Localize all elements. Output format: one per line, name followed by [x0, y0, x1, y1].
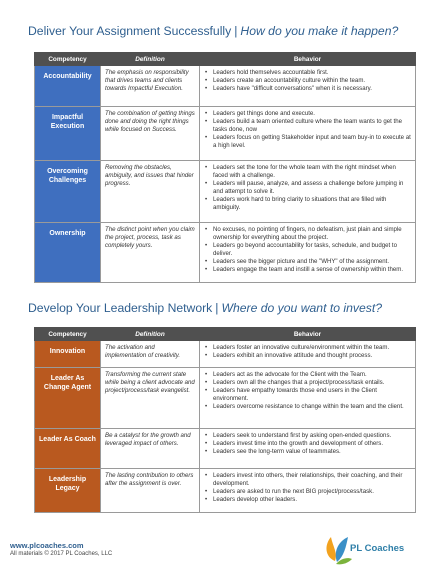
definition-cell: Removing the obstacles, ambiguity, and issues that hinder progress.	[101, 161, 200, 223]
competency-cell: Impactful Execution	[35, 107, 101, 161]
section-2-heading: Develop Your Leadership Network	[28, 301, 213, 315]
table-row	[35, 469, 416, 513]
section-1-separator: |	[234, 24, 238, 38]
behavior-item: • Leaders set the tone for the whole team with the right mindset when faced with a challenge.	[204, 164, 411, 180]
table-row	[35, 161, 416, 223]
behavior-item: • Leaders seek to understand first by asking open-ended questions.	[204, 432, 411, 440]
definition-cell: The distinct point when you claim the project, process, task as completely yours.	[101, 223, 200, 283]
table-row	[35, 66, 416, 107]
definition-cell: Be a catalyst for the growth and leveraged impact of others.	[101, 429, 200, 469]
footer-website-link[interactable]: www.plcoaches.com	[10, 541, 84, 550]
behavior-item: • No excuses, no pointing of fingers, no defeatism, just plain and simple ownership for everything about the project.	[204, 226, 411, 242]
table-row	[35, 429, 416, 469]
behavior-cell	[200, 341, 416, 368]
section-1-heading: Deliver Your Assignment Successfully	[28, 24, 232, 38]
section-2-separator: |	[215, 301, 219, 315]
behavior-item: • Leaders see the bigger picture and the "WHY" of the assignment.	[204, 258, 411, 266]
section-2-title	[28, 301, 382, 315]
behavior-item: • Leaders go beyond accountability for tasks, schedule, and budget to deliver.	[204, 242, 411, 258]
header-competency: Competency	[35, 328, 101, 341]
behavior-item: • Leaders overcome resistance to change within the team and the client.	[204, 403, 411, 411]
table-row	[35, 341, 416, 368]
behavior-item: • Leaders have empathy towards those end users in the Client environment.	[204, 387, 411, 403]
definition-cell: Transforming the current state while being a client advocate and project/process/task evangelist.	[101, 368, 200, 429]
header-behavior: Behavior	[200, 328, 416, 341]
behavior-item: • Leaders engage the team and instill a sense of ownership within them.	[204, 266, 411, 274]
behavior-item: • Leaders invest time into the growth and development of others.	[204, 440, 411, 448]
behavior-item: • Leaders work hard to bring clarity to situations that are filled with ambiguity.	[204, 196, 411, 212]
behavior-item: • Leaders see the long-term value of teammates.	[204, 448, 411, 456]
behavior-item: • Leaders develop other leaders.	[204, 496, 411, 504]
behavior-item: • Leaders are asked to run the next BIG project/process/task.	[204, 488, 411, 496]
definition-cell: The lasting contribution to others after the assignment is over.	[101, 469, 200, 513]
behavior-item: • Leaders exhibit an innovative attitude and thought process.	[204, 352, 411, 360]
behavior-item: • Leaders foster an innovative culture/environment within the team.	[204, 344, 411, 352]
competency-cell: Innovation	[35, 341, 101, 368]
competency-cell: Ownership	[35, 223, 101, 283]
definition-cell: The emphasis on responsibility that drives teams and clients towards Impactful Execution.	[101, 66, 200, 107]
behavior-item: • Leaders build a team oriented culture where the team wants to get the tasks done, now	[204, 118, 411, 134]
competency-cell: Overcoming Challenges	[35, 161, 101, 223]
competency-cell: Accountability	[35, 66, 101, 107]
behavior-item: • Leaders own all the changes that a project/process/task entails.	[204, 379, 411, 387]
competency-cell: Leadership Legacy	[35, 469, 101, 513]
behavior-item: • Leaders create an accountability culture within the team.	[204, 77, 411, 85]
section-2-question: Where do you want to invest?	[221, 301, 383, 315]
behavior-cell	[200, 429, 416, 469]
table-row	[35, 107, 416, 161]
behavior-cell	[200, 368, 416, 429]
competency-cell: Leader As Coach	[35, 429, 101, 469]
behavior-cell	[200, 107, 416, 161]
definition-cell: The activation and implementation of creativity.	[101, 341, 200, 368]
behavior-item: • Leaders have "difficult conversations" when it is necessary.	[204, 85, 411, 93]
table-row	[35, 223, 416, 283]
behavior-item: • Leaders get things done and execute.	[204, 110, 411, 118]
logo-leaf-orange	[326, 537, 335, 561]
behavior-item: • Leaders invest into others, their relationships, their coaching, and their development.	[204, 472, 411, 488]
logo-text: PL Coaches	[350, 543, 405, 554]
behavior-item: • Leaders hold themselves accountable first.	[204, 69, 411, 77]
behavior-item: • Leaders focus on getting Stakeholder input and team buy-in to execute at a high level.	[204, 134, 411, 150]
competency-table-deliver	[34, 52, 416, 283]
table-row	[35, 368, 416, 429]
behavior-item: • Leaders act as the advocate for the Client with the Team.	[204, 371, 411, 379]
behavior-item: • Leaders will pause, analyze, and assess a challenge before jumping in and attempt to solve it.	[204, 180, 411, 196]
behavior-cell	[200, 161, 416, 223]
definition-cell: The combination of getting things done and doing the right things while focused on Success.	[101, 107, 200, 161]
competency-cell: Leader As Change Agent	[35, 368, 101, 429]
header-behavior: Behavior	[200, 53, 416, 66]
table-header-row	[35, 328, 416, 341]
header-definition: Definition	[101, 53, 200, 66]
header-competency: Competency	[35, 53, 101, 66]
footer-copyright: All materials © 2017 PL Coaches, LLC	[10, 551, 113, 557]
competency-table-develop	[34, 327, 416, 513]
section-1-title	[28, 24, 398, 38]
behavior-cell	[200, 223, 416, 283]
behavior-cell	[200, 469, 416, 513]
behavior-cell	[200, 66, 416, 107]
section-1-question: How do you make it happen?	[240, 24, 399, 38]
table-header-row	[35, 53, 416, 66]
header-definition: Definition	[101, 328, 200, 341]
